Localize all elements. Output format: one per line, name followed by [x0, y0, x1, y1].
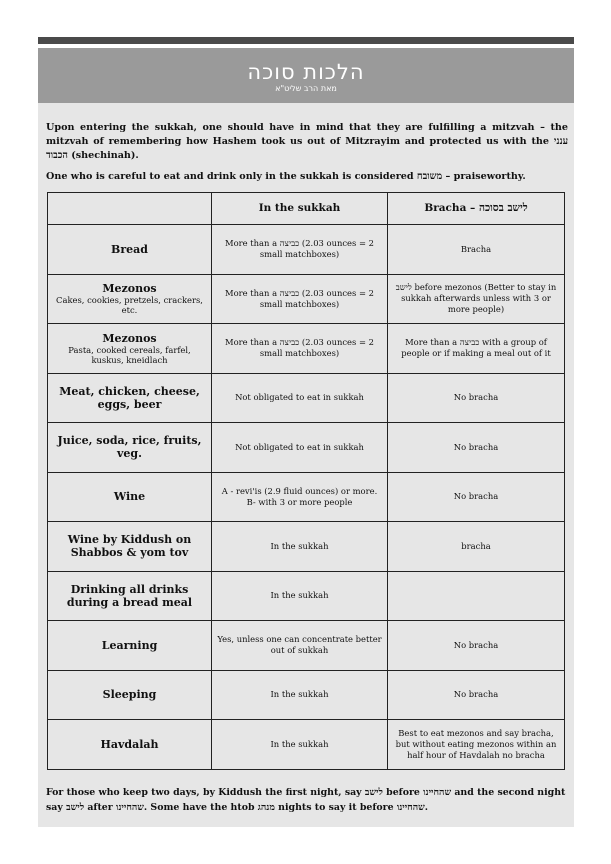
- intro-paragraph-2: One who is careful to eat and drink only in the sukkah is considered משובח – praiseworthy.: [46, 171, 526, 182]
- table-row: [48, 571, 565, 621]
- item-name: Drinking all drinks during a bread meal: [66, 582, 193, 609]
- item-name: Mezonos: [102, 282, 157, 296]
- sukkah-cell: More than a כביצה (2.03 ounces = 2 small matchboxes): [212, 274, 388, 324]
- sukkah-cell: More than a כביצה (2.03 ounces = 2 small matchboxes): [212, 324, 388, 374]
- bracha-cell: More than a כביצה with a group of people or if making a meal out of it: [388, 324, 565, 374]
- sukkah-cell: In the sukkah: [212, 522, 388, 572]
- item-cell: [48, 324, 212, 374]
- bracha-cell: [388, 571, 565, 621]
- bracha-cell: bracha: [388, 522, 565, 572]
- sukkah-cell: Not obligated to eat in sukkah: [212, 423, 388, 473]
- item-detail: Cakes, cookies, pretzels, crackers, etc.: [56, 295, 203, 316]
- bracha-cell: No bracha: [388, 621, 565, 671]
- item-cell: [48, 225, 212, 275]
- table-header-row: [48, 193, 565, 225]
- table-row: [48, 324, 565, 374]
- bracha-cell: No bracha: [388, 472, 565, 522]
- intro-paragraph-1: Upon entering the sukkah, one should have in mind that they are fulfilling a mitzvah – the mitzvah of remembering how Hashem took us out of Mitzrayim and protected us with the ענני הכבוד (shechinah).: [46, 122, 568, 161]
- item-name: Mezonos: [102, 331, 157, 345]
- table-row: [48, 225, 565, 275]
- item-cell: [48, 720, 212, 770]
- table-row: [48, 423, 565, 473]
- table-row: [48, 720, 565, 770]
- table-row: [48, 621, 565, 671]
- item-name: Wine by Kiddush on Shabbos & yom tov: [67, 533, 192, 560]
- item-cell: [48, 621, 212, 671]
- item-cell: [48, 373, 212, 423]
- table-row: [48, 670, 565, 720]
- item-cell: [48, 472, 212, 522]
- page-subtitle: מאת הרב שליט"א: [275, 84, 337, 93]
- item-cell: [48, 571, 212, 621]
- table-row: [48, 373, 565, 423]
- item-detail: Pasta, cooked cereals, farfel, kuskus, kneidlach: [68, 344, 191, 365]
- item-cell: [48, 423, 212, 473]
- item-name: Bread: [111, 242, 148, 256]
- title-banner: [38, 48, 574, 103]
- top-rule: [38, 37, 574, 44]
- table-row: [48, 274, 565, 324]
- item-cell: [48, 670, 212, 720]
- header-item: [48, 193, 212, 225]
- bracha-cell: Bracha: [388, 225, 565, 275]
- table-row: [48, 472, 565, 522]
- item-cell: [48, 274, 212, 324]
- item-name: Learning: [101, 638, 158, 652]
- item-name: Juice, soda, rice, fruits, veg.: [57, 434, 202, 461]
- item-cell: [48, 522, 212, 572]
- sukkah-cell: In the sukkah: [212, 670, 388, 720]
- item-name: Sleeping: [102, 688, 157, 702]
- bracha-cell: No bracha: [388, 423, 565, 473]
- sukkah-cell: In the sukkah: [212, 571, 388, 621]
- item-name: Meat, chicken, cheese, eggs, beer: [59, 384, 200, 411]
- sukkah-cell: More than a כביצה (2.03 ounces = 2 small matchboxes): [212, 225, 388, 275]
- document-panel: [38, 48, 574, 827]
- footer-note: For those who keep two days, by Kiddush the first night, say לישב before שהחיינו and the second night say לישב after שהחיינו. Some have the htob מנהג nights to say it before שהחיינו.: [46, 787, 566, 813]
- bracha-cell: No bracha: [388, 670, 565, 720]
- page-title: הלכות סוכה: [247, 60, 365, 84]
- intro-text: [46, 121, 568, 191]
- item-name: Havdalah: [100, 737, 159, 751]
- sukkah-cell: A - revi'is (2.9 fluid ounces) or more. B- with 3 or more people: [212, 472, 388, 522]
- halacha-table: [47, 192, 565, 770]
- header-in-sukkah: In the sukkah: [212, 193, 388, 225]
- bracha-cell: Best to eat mezonos and say bracha, but without eating mezonos within an half hour of Havdalah no bracha: [388, 720, 565, 770]
- bracha-cell: No bracha: [388, 373, 565, 423]
- sukkah-cell: In the sukkah: [212, 720, 388, 770]
- item-name: Wine: [113, 490, 146, 504]
- bracha-cell: לישב before mezonos (Better to stay in sukkah afterwards unless with 3 or more people): [388, 274, 565, 324]
- header-bracha: Bracha – לישב בסוכה: [388, 193, 565, 225]
- table-row: [48, 522, 565, 572]
- sukkah-cell: Yes, unless one can concentrate better out of sukkah: [212, 621, 388, 671]
- sukkah-cell: Not obligated to eat in sukkah: [212, 373, 388, 423]
